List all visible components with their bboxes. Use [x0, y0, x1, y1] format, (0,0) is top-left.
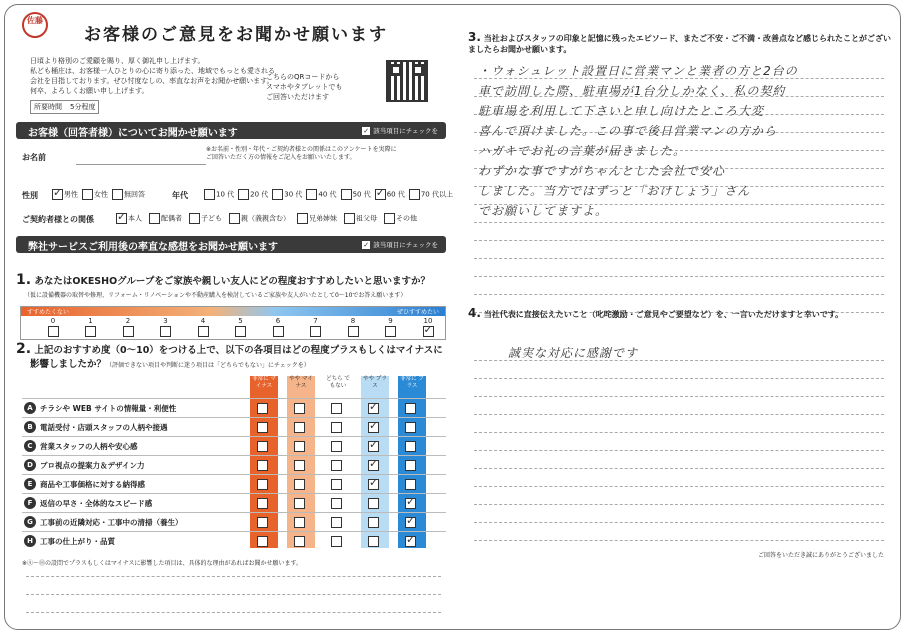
name-label: お名前 [22, 153, 46, 162]
checkbox[interactable] [331, 479, 342, 490]
time-box [30, 100, 99, 114]
answer-line[interactable] [474, 522, 884, 523]
scale-option-label: 8 [350, 317, 356, 325]
qr-caption [266, 72, 351, 102]
checkbox[interactable] [204, 189, 215, 200]
scale-option-label: 6 [275, 317, 281, 325]
option-label: 本人 [128, 214, 142, 223]
option-label: 60 代 [386, 190, 405, 199]
handwritten-answer-line: 駐車場を利用して下さいと申し向けたところ大変 [478, 104, 765, 118]
checkbox[interactable] [257, 517, 268, 528]
checkbox[interactable] [257, 479, 268, 490]
checkbox[interactable] [405, 460, 416, 471]
answer-line[interactable] [474, 432, 884, 433]
checkbox[interactable] [294, 536, 305, 547]
name-note-line: ご回答いただく方の情報をご記入をお願いいたします。 [206, 154, 356, 161]
option-label: 女性 [94, 190, 108, 199]
scale-option[interactable] [231, 317, 251, 337]
intro-line: 会社を目指しております。ぜひ忖度なしの、率直なお声をお聞かせ願います。 [30, 77, 274, 85]
checkbox[interactable] [235, 326, 246, 337]
checkbox[interactable] [331, 536, 342, 547]
name-note [206, 146, 397, 162]
answer-line[interactable] [474, 258, 884, 259]
scale-option[interactable] [381, 317, 401, 337]
footnote: ※Ⓐ～Ⓗの設問でプラスもしくはマイナスに影響した項目は、具体的な理由があればお聞かせ願います。 [22, 560, 303, 567]
scale-option[interactable] [118, 317, 138, 337]
checkbox[interactable] [306, 189, 317, 200]
age-option[interactable] [272, 189, 302, 200]
checkbox[interactable] [331, 403, 342, 414]
q2-heading [16, 342, 443, 373]
table-row [22, 455, 446, 475]
answer-line[interactable] [474, 294, 884, 295]
relation-label: ご契約者様との関係 [22, 215, 94, 224]
time-value: 5分程度 [70, 103, 96, 111]
checkbox[interactable] [257, 536, 268, 547]
checkbox[interactable] [294, 479, 305, 490]
relation-option[interactable] [149, 213, 182, 224]
answer-line[interactable] [474, 486, 884, 487]
table-row [22, 512, 446, 532]
checkbox[interactable] [368, 422, 379, 433]
checkbox[interactable] [344, 213, 355, 224]
option-label: 祖父母 [356, 214, 377, 223]
relation-options [116, 213, 417, 224]
scale-option[interactable] [343, 317, 363, 337]
impression-section-header [16, 236, 446, 253]
scale-gradient [21, 307, 445, 316]
name-line[interactable] [76, 164, 206, 165]
checkbox[interactable] [368, 460, 379, 471]
checkbox[interactable] [112, 189, 123, 200]
scale-option[interactable] [156, 317, 176, 337]
handwritten-answer-line: 喜んで頂けました。この事で後日営業マンの方から [478, 124, 778, 138]
checkbox[interactable] [294, 517, 305, 528]
column-header: やや マイナス [289, 376, 313, 389]
qr-caption-line: ご回答いただけます [266, 93, 329, 101]
relation-option[interactable] [344, 213, 377, 224]
scale-option[interactable] [81, 317, 101, 337]
option-label: 親（義親含む） [241, 214, 290, 223]
checkbox[interactable] [368, 441, 379, 452]
answer-line[interactable] [26, 576, 441, 577]
checkbox[interactable] [331, 460, 342, 471]
checkbox[interactable] [257, 422, 268, 433]
handwritten-answer-line: しました。当方ではずっと「おけしょう」さん [478, 184, 751, 198]
answer-line[interactable] [474, 240, 884, 241]
checkbox[interactable] [257, 460, 268, 471]
checkbox[interactable] [257, 403, 268, 414]
q4-heading [468, 308, 892, 320]
age-option[interactable] [204, 189, 234, 200]
item-label: 返信の早さ・全体的なスピード感 [40, 499, 153, 508]
column-header: 非常に マイナス [252, 376, 276, 389]
checkbox[interactable] [385, 326, 396, 337]
intro-line: 何卒、よろしくお願い申し上げます。 [30, 87, 149, 95]
relation-option[interactable] [116, 213, 142, 224]
item-label: 工事の仕上がり・品質 [40, 537, 115, 546]
checkbox[interactable] [52, 189, 63, 200]
checkbox[interactable] [384, 213, 395, 224]
scale-option-label: 4 [200, 317, 206, 325]
column-header: やや プラス [363, 376, 387, 389]
checkbox[interactable] [405, 479, 416, 490]
item-letter-icon: E [24, 478, 36, 490]
age-option[interactable] [306, 189, 336, 200]
gender-option-female[interactable] [82, 189, 108, 200]
checkbox[interactable] [273, 326, 284, 337]
checkbox[interactable] [294, 422, 305, 433]
age-option[interactable] [341, 189, 371, 200]
q2-text: 上記のおすすめ度（0～10）をつける上で、以下の各項目はどの程度プラスもしくはマイナスに [34, 345, 443, 356]
checkbox[interactable] [297, 213, 308, 224]
thanks-note: ご回答をいただき誠にありがとうございました [757, 552, 884, 559]
qr-caption-line: スマホやタブレットでも [266, 83, 343, 91]
age-option[interactable] [375, 189, 405, 200]
scale-option-label: 9 [388, 317, 393, 325]
name-stamp: 佐藤 [22, 12, 48, 38]
item-letter-icon: H [24, 535, 36, 547]
table-row [22, 474, 446, 494]
page-title: お客様のご意見をお聞かせ願います [84, 25, 388, 45]
scale-option[interactable] [193, 317, 213, 337]
left-column [16, 10, 453, 625]
item-letter-icon: D [24, 459, 36, 471]
scale-option-label: 5 [238, 317, 243, 325]
item-label: 商品や工事価格に対する納得感 [40, 480, 145, 489]
table-row [22, 398, 446, 418]
checkbox[interactable] [310, 326, 321, 337]
answer-line[interactable] [474, 378, 884, 379]
checkbox[interactable] [257, 441, 268, 452]
checkbox[interactable] [405, 403, 416, 414]
scale-option-label: 3 [163, 317, 168, 325]
checkbox[interactable] [368, 498, 379, 509]
handwritten-answer-line: 車で訪問した際、駐車場が1台分しかなく、私の契約 [478, 84, 786, 98]
checkbox[interactable] [368, 536, 379, 547]
checkbox[interactable] [368, 403, 379, 414]
column-header: どちら でもない [326, 376, 350, 389]
checkbox[interactable] [189, 213, 200, 224]
checkbox[interactable] [198, 326, 209, 337]
relation-option[interactable] [229, 213, 290, 224]
checkbox[interactable] [48, 326, 59, 337]
checkbox[interactable] [238, 189, 249, 200]
impression-section-title: 弊社サービスご利用後の率直な感想をお聞かせ願います [28, 242, 278, 253]
option-label: 配偶者 [161, 214, 182, 223]
option-label: 10 代 [216, 190, 235, 199]
checkbox[interactable] [294, 498, 305, 509]
option-label: 30 代 [284, 190, 303, 199]
handwritten-answer-line: でお願いしてますよ。 [478, 204, 609, 218]
checkbox[interactable] [257, 498, 268, 509]
checkbox[interactable] [331, 517, 342, 528]
checkbox[interactable] [405, 517, 416, 528]
scale-option-label: 0 [50, 317, 56, 325]
checkbox[interactable] [294, 441, 305, 452]
scale-option-label: 10 [423, 317, 433, 325]
scale-option[interactable] [418, 317, 438, 337]
checkbox[interactable] [405, 422, 416, 433]
handwritten-answer-line: 誠実な対応に感謝です [508, 346, 639, 360]
option-label: 兄弟姉妹 [309, 214, 337, 223]
checkbox[interactable] [160, 326, 171, 337]
answer-line[interactable] [474, 540, 884, 541]
item-letter-icon: B [24, 421, 36, 433]
scale-option[interactable] [306, 317, 326, 337]
check-hint: ✓ 該当項目にチェックを [362, 240, 438, 249]
table-row [22, 531, 446, 551]
checkbox[interactable] [294, 460, 305, 471]
checkbox[interactable] [149, 213, 160, 224]
answer-line[interactable] [26, 594, 441, 595]
q1-text: あなたはOKESHOグループをご家族や親しい友人にどの程度おすすめしたいと思いますか？ [34, 276, 431, 287]
right-column [468, 18, 892, 628]
q2-subtext: （評価できない項目や判断に迷う項目は「どちらでもない」にチェックを） [106, 362, 310, 369]
scale-low-label: すすめたくない [27, 309, 70, 316]
item-label: プロ視点の提案力＆デザイン力 [40, 461, 145, 470]
answer-line[interactable] [474, 450, 884, 451]
checkbox[interactable] [85, 326, 96, 337]
item-label: 電話受付・店頭スタッフの人柄や接遇 [40, 423, 168, 432]
checkbox[interactable] [341, 189, 352, 200]
checkbox[interactable] [331, 441, 342, 452]
column-header: 非常に プラス [400, 376, 424, 389]
name-note-line: ※お名前・性別・年代・ご契約者様との関係はこのアンケートを実際に [206, 146, 397, 153]
option-label: 子ども [201, 214, 222, 223]
handwritten-answer-line: ・ウォシュレット設置日に営業マンと業者の方と2台の [478, 64, 798, 78]
checkbox[interactable] [331, 498, 342, 509]
gender-option-male[interactable] [52, 189, 78, 200]
q3-number: 3. [468, 30, 481, 44]
age-label: 年代 [172, 191, 188, 200]
qr-code[interactable] [386, 60, 428, 102]
option-label: 男性 [64, 190, 78, 199]
gender-option-none[interactable] [112, 189, 145, 200]
q2-number: 2. [16, 341, 32, 357]
age-options [204, 189, 453, 200]
scale-option-label: 1 [88, 317, 93, 325]
customer-section-title: お客様（回答者様）についてお聞かせ願います [28, 128, 238, 139]
table-row [22, 436, 446, 456]
item-label: 営業スタッフの人柄や安心感 [40, 442, 138, 451]
scale-option-label: 7 [313, 317, 318, 325]
checkbox[interactable] [375, 189, 386, 200]
option-label: 40 代 [318, 190, 337, 199]
q1-heading [16, 272, 430, 288]
item-letter-icon: C [24, 440, 36, 452]
q1-subtext: （仮に設備機器の取替や修理、リフォーム・リノベーションや不動産購入を検討しているご家族や友人がいたとして0～10でお答え願います） [24, 292, 407, 299]
checkbox[interactable] [331, 422, 342, 433]
q3-heading [468, 32, 892, 55]
recommend-scale [20, 306, 446, 340]
answer-line[interactable] [474, 414, 884, 415]
option-label: 50 代 [352, 190, 371, 199]
checkbox[interactable] [405, 441, 416, 452]
item-letter-icon: F [24, 497, 36, 509]
answer-line[interactable] [26, 612, 441, 613]
relation-option[interactable] [189, 213, 222, 224]
q4-number: 4. [468, 306, 481, 320]
item-letter-icon: G [24, 516, 36, 528]
table-row [22, 493, 446, 513]
q1-number: 1. [16, 272, 32, 288]
option-label: 70 代以上 [420, 190, 453, 199]
answer-line[interactable] [474, 468, 884, 469]
answer-line[interactable] [474, 504, 884, 505]
checkbox[interactable] [348, 326, 359, 337]
checkbox[interactable] [409, 189, 420, 200]
checkbox[interactable] [368, 479, 379, 490]
q2-text-2: 影響しましたか？ [30, 359, 107, 370]
option-label: 無回答 [124, 190, 145, 199]
relation-option[interactable] [384, 213, 417, 224]
gender-label: 性別 [22, 191, 38, 200]
q3-text: 当社およびスタッフの印象と記憶に残ったエピソード、またご不安・ご不満・改善点など感じられたことがございましたらお聞かせ願います。 [468, 34, 891, 54]
age-option[interactable] [409, 189, 453, 200]
handwritten-answer-line: ハガキでお礼の言葉が届きました。 [478, 144, 687, 158]
check-hint: ✓ 該当項目にチェックを [362, 126, 438, 135]
gender-options [52, 189, 145, 200]
checkbox[interactable] [405, 498, 416, 509]
time-label: 所要時間 [34, 103, 62, 111]
option-label: 20 代 [250, 190, 269, 199]
checkbox[interactable] [423, 326, 434, 337]
checkbox[interactable] [123, 326, 134, 337]
table-row [22, 417, 446, 437]
scale-option-label: 2 [125, 317, 131, 325]
scale-high-label: ぜひすすめたい [396, 309, 439, 316]
item-label: 工事前の近隣対応・工事中の清掃（養生） [40, 518, 183, 527]
checkbox[interactable] [82, 189, 93, 200]
checkbox[interactable] [405, 536, 416, 547]
intro-line: 私ども桶庄は、お客様一人ひとりの心に寄り添った、地域でもっとも愛される [30, 67, 275, 75]
scale-option[interactable] [268, 317, 288, 337]
checkbox[interactable] [229, 213, 240, 224]
age-option[interactable] [238, 189, 268, 200]
checkbox[interactable] [294, 403, 305, 414]
item-label: チラシや WEB サイトの情報量・利便性 [40, 404, 177, 413]
checkbox[interactable] [116, 213, 127, 224]
relation-option[interactable] [297, 213, 337, 224]
qr-caption-line: こちらのQRコードから [266, 73, 340, 81]
item-letter-icon: A [24, 402, 36, 414]
scale-option[interactable] [43, 317, 63, 337]
intro-line: 日頃より格別のご愛顧を賜り、厚く御礼申し上げます。 [30, 57, 205, 65]
checkbox[interactable] [272, 189, 283, 200]
option-label: その他 [396, 214, 417, 223]
customer-section-header [16, 122, 446, 139]
answer-line[interactable] [474, 222, 884, 223]
checkbox[interactable] [368, 517, 379, 528]
answer-line[interactable] [474, 396, 884, 397]
q4-text: 当社代表に直接伝えたいこと（叱咤激励・ご意見やご要望など）を、一言いただけますと幸いです。 [483, 310, 844, 319]
handwritten-answer-line: わずかな事ですがちゃんとした会社で安心 [478, 164, 726, 178]
answer-line[interactable] [474, 276, 884, 277]
